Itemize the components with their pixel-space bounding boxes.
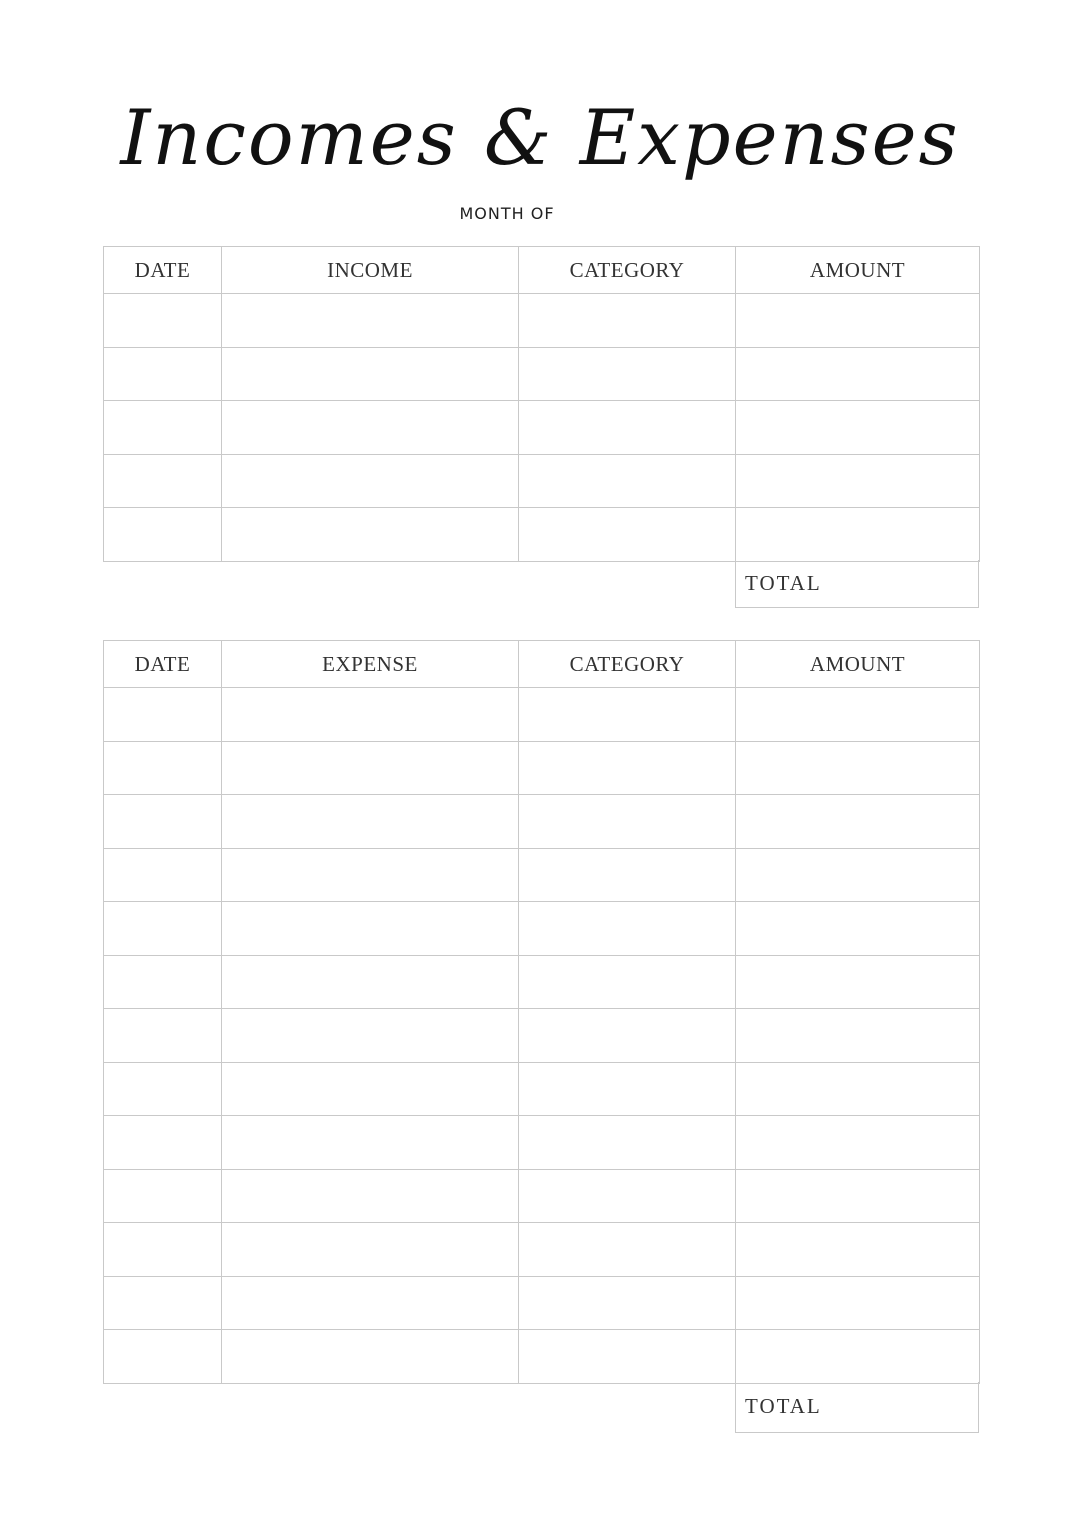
expense-header-row [104,641,980,688]
expense-amount-cell[interactable] [736,795,980,849]
expense-description-cell[interactable] [222,795,519,849]
income-header-date: DATE [104,247,222,294]
expense-description-cell[interactable] [222,1276,519,1330]
expense-row [104,955,980,1009]
expense-description-cell[interactable] [222,1116,519,1170]
income-row [104,508,980,562]
income-description-cell[interactable] [222,454,519,508]
expense-description-cell[interactable] [222,1223,519,1277]
expense-amount-cell[interactable] [736,688,980,742]
income-category-cell[interactable] [519,454,736,508]
expense-amount-cell[interactable] [736,1116,980,1170]
income-rows [104,294,980,562]
income-date-cell[interactable] [104,508,222,562]
expense-description-cell[interactable] [222,1169,519,1223]
expense-amount-cell[interactable] [736,848,980,902]
income-date-cell[interactable] [104,347,222,401]
expense-amount-cell[interactable] [736,955,980,1009]
expense-amount-cell[interactable] [736,1169,980,1223]
expense-row [104,1276,980,1330]
income-row [104,401,980,455]
expense-description-cell[interactable] [222,955,519,1009]
expense-category-cell[interactable] [519,1116,736,1170]
income-description-cell[interactable] [222,347,519,401]
expense-row [104,741,980,795]
income-category-cell[interactable] [519,347,736,401]
income-category-cell[interactable] [519,508,736,562]
expense-row [104,1169,980,1223]
expense-table [103,640,980,1384]
expense-category-cell[interactable] [519,1223,736,1277]
income-header-row [104,247,980,294]
expense-date-cell[interactable] [104,1276,222,1330]
expense-amount-cell[interactable] [736,1330,980,1384]
expense-header-category: CATEGORY [519,641,736,688]
expense-date-cell[interactable] [104,1009,222,1063]
expense-category-cell[interactable] [519,1169,736,1223]
expense-amount-cell[interactable] [736,1062,980,1116]
expense-category-cell[interactable] [519,741,736,795]
expense-amount-cell[interactable] [736,741,980,795]
expense-category-cell[interactable] [519,1330,736,1384]
expense-date-cell[interactable] [104,1330,222,1384]
income-amount-cell[interactable] [736,508,980,562]
income-row [104,347,980,401]
expense-total-box[interactable] [735,1382,979,1433]
expense-description-cell[interactable] [222,848,519,902]
expense-date-cell[interactable] [104,688,222,742]
income-total-label: TOTAL [745,571,822,595]
expense-header-date: DATE [104,641,222,688]
expense-date-cell[interactable] [104,902,222,956]
expense-date-cell[interactable] [104,1116,222,1170]
expense-description-cell[interactable] [222,1330,519,1384]
expense-category-cell[interactable] [519,688,736,742]
expense-category-cell[interactable] [519,1062,736,1116]
expense-date-cell[interactable] [104,741,222,795]
expense-category-cell[interactable] [519,795,736,849]
expense-rows [104,688,980,1384]
expense-category-cell[interactable] [519,902,736,956]
income-date-cell[interactable] [104,401,222,455]
expense-description-cell[interactable] [222,1009,519,1063]
expense-row [104,848,980,902]
expense-row [104,1116,980,1170]
income-total-box[interactable] [735,560,979,608]
income-description-cell[interactable] [222,294,519,348]
expense-row [104,688,980,742]
expense-category-cell[interactable] [519,955,736,1009]
income-header-category: CATEGORY [519,247,736,294]
expense-description-cell[interactable] [222,688,519,742]
income-date-cell[interactable] [104,454,222,508]
expense-row [104,795,980,849]
expense-row [104,1330,980,1384]
income-row [104,294,980,348]
expense-category-cell[interactable] [519,1276,736,1330]
expense-date-cell[interactable] [104,1062,222,1116]
expense-header-amount: AMOUNT [736,641,980,688]
expense-date-cell[interactable] [104,848,222,902]
expense-date-cell[interactable] [104,1223,222,1277]
income-header-amount: AMOUNT [736,247,980,294]
expense-date-cell[interactable] [104,795,222,849]
expense-category-cell[interactable] [519,1009,736,1063]
income-amount-cell[interactable] [736,401,980,455]
expense-header-expense: EXPENSE [222,641,519,688]
expense-row [104,1223,980,1277]
income-table [103,246,980,562]
expense-category-cell[interactable] [519,848,736,902]
expense-date-cell[interactable] [104,1169,222,1223]
expense-description-cell[interactable] [222,1062,519,1116]
expense-total-label: TOTAL [745,1394,822,1418]
income-amount-cell[interactable] [736,294,980,348]
income-description-cell[interactable] [222,401,519,455]
expense-amount-cell[interactable] [736,1009,980,1063]
expense-row [104,1062,980,1116]
income-category-cell[interactable] [519,401,736,455]
expense-description-cell[interactable] [222,902,519,956]
expense-description-cell[interactable] [222,741,519,795]
expense-amount-cell[interactable] [736,902,980,956]
income-category-cell[interactable] [519,294,736,348]
expense-date-cell[interactable] [104,955,222,1009]
month-of-label: MONTH OF [459,204,555,223]
income-amount-cell[interactable] [736,347,980,401]
page-title: Incomes & Expenses [120,93,960,182]
income-amount-cell[interactable] [736,454,980,508]
expense-row [104,902,980,956]
expense-amount-cell[interactable] [736,1223,980,1277]
expense-amount-cell[interactable] [736,1276,980,1330]
income-header-income: INCOME [222,247,519,294]
expense-row [104,1009,980,1063]
income-date-cell[interactable] [104,294,222,348]
income-row [104,454,980,508]
income-description-cell[interactable] [222,508,519,562]
